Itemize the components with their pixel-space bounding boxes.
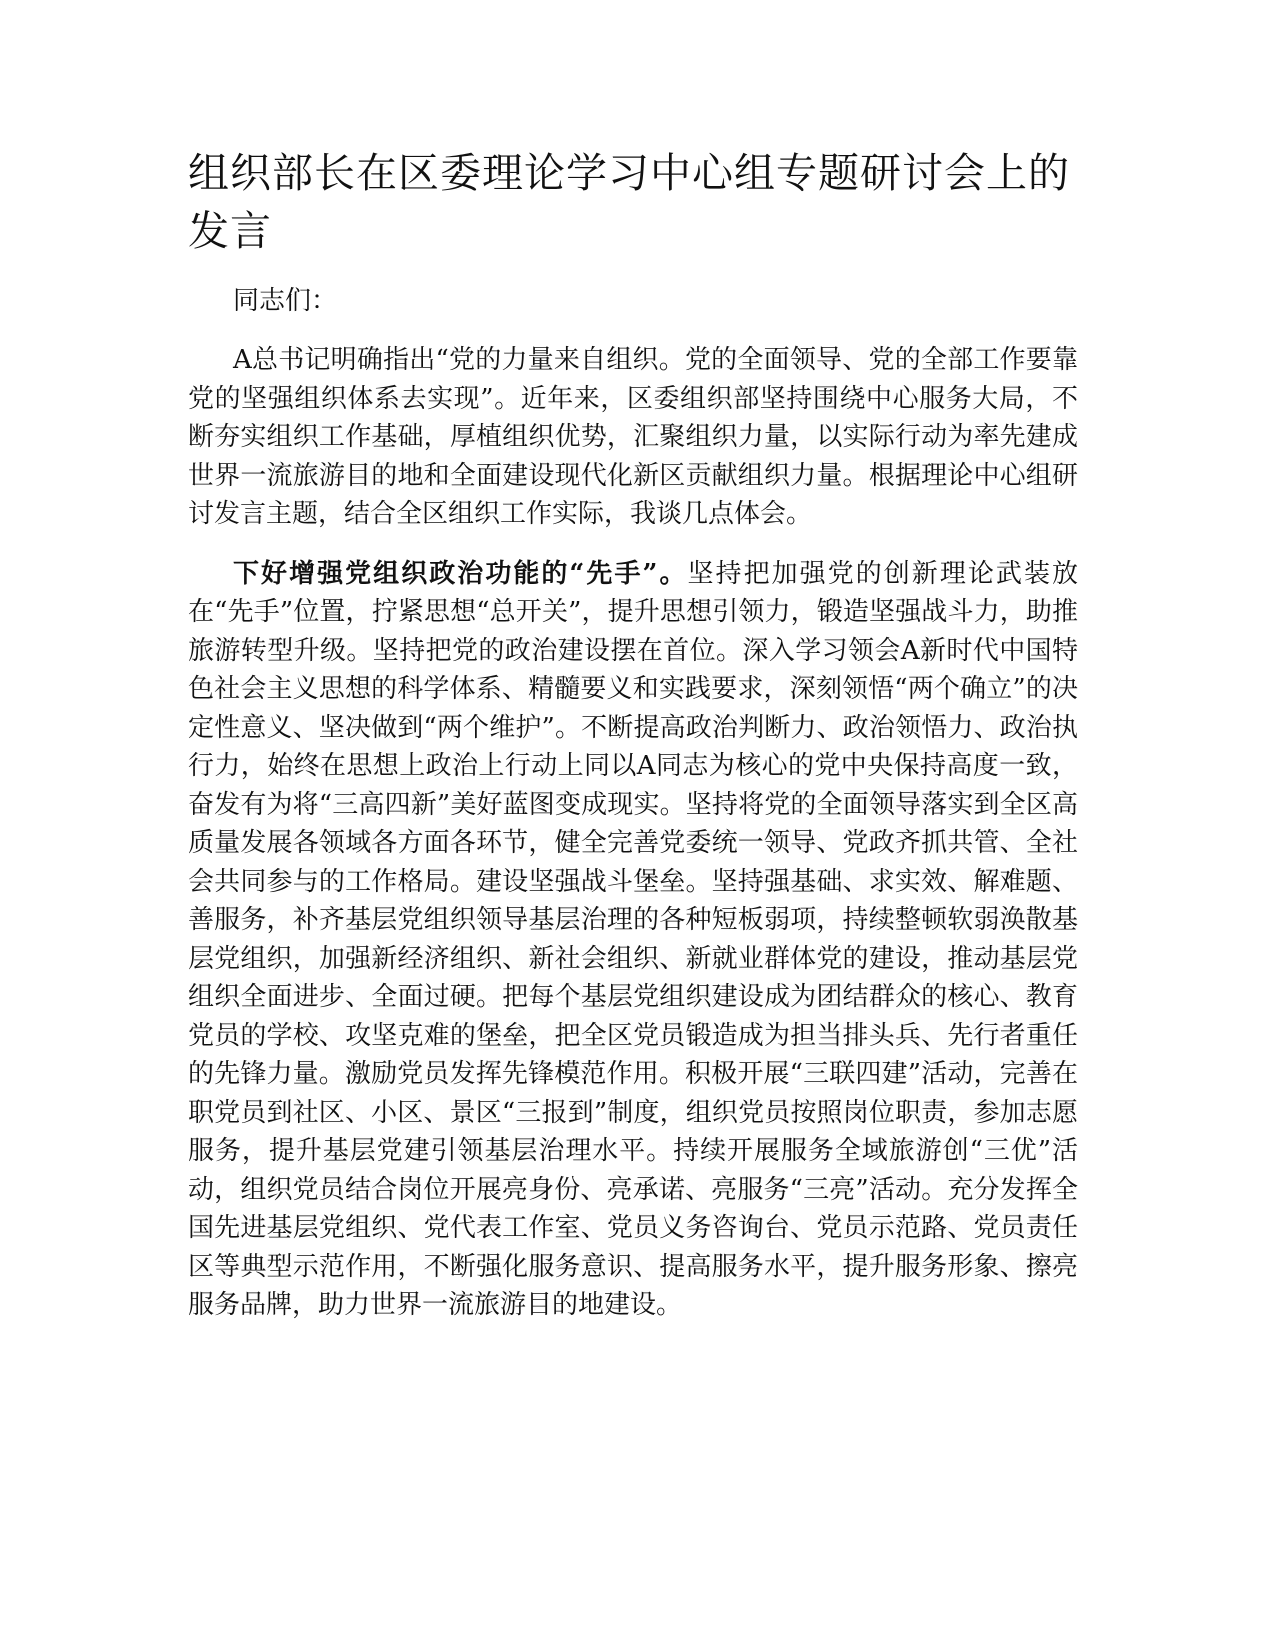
- section-heading: 下好增强党组织政治功能的“先手”。: [233, 558, 688, 589]
- intro-paragraph: A总书记明确指出“党的力量来自组织。党的全面领导、党的全部工作要靠党的坚强组织体系去实现”。近年来，区委组织部坚持围绕中心服务大局，不断夯实组织工作基础，厚植组织优势，汇聚组织力量，以实际行动为率先建成世界一流旅游目的地和全面建设现代化新区贡献组织力量。根据理论中心组研讨发言主题，结合全区组织工作实际，我谈几点体会。: [188, 345, 1078, 529]
- document-body: [188, 144, 1078, 1325]
- section-paragraph: [188, 555, 1078, 1325]
- document-title: 组织部长在区委理论学习中心组专题研讨会上的发言: [188, 149, 1070, 255]
- greeting: 同志们：: [233, 286, 338, 316]
- section-body: 坚持把加强党的创新理论武装放在“先手”位置，拧紧思想“总开关”，提升思想引领力，锻造坚强战斗力，助推旅游转型升级。坚持把党的政治建设摆在首位。深入学习领会A新时代中国特色社会主义思想的科学体系、精髓要义和实践要求，深刻领悟“两个确立”的决定性意义、坚决做到“两个维护”。不断提高政治判断力、政治领悟力、政治执行力，始终在思想上政治上行动上同以A同志为核心的党中央保持高度一致，奋发有为将“三高四新”美好蓝图变成现实。坚持将党的全面领导落实到全区高质量发展各领域各方面各环节，健全完善党委统一领导、党政齐抓共管、全社会共同参与的工作格局。建设坚强战斗堡垒。坚持强基础、求实效、解难题、善服务，补齐基层党组织领导基层治理的各种短板弱项，持续整顿软弱涣散基层党组织，加强新经济组织、新社会组织、新就业群体党的建设，推动基层党组织全面进步、全面过硬。把每个基层党组织建设成为团结群众的核心、教育党员的学校、攻坚克难的堡垒，把全区党员锻造成为担当排头兵、先行者重任的先锋力量。激励党员发挥先锋模范作用。积极开展“三联四建”活动，完善在职党员到社区、小区、景区“三报到”制度，组织党员按照岗位职责，参加志愿服务，提升基层党建引领基层治理水平。持续开展服务全域旅游创“三优”活动，组织党员结合岗位开展亮身份、亮承诺、亮服务“三亮”活动。充分发挥全国先进基层党组织、党代表工作室、党员义务咨询台、党员示范路、党员责任区等典型示范作用，不断强化服务意识、提高服务水平，提升服务形象、擦亮服务品牌，助力世界一流旅游目的地建设。: [188, 558, 1078, 1320]
